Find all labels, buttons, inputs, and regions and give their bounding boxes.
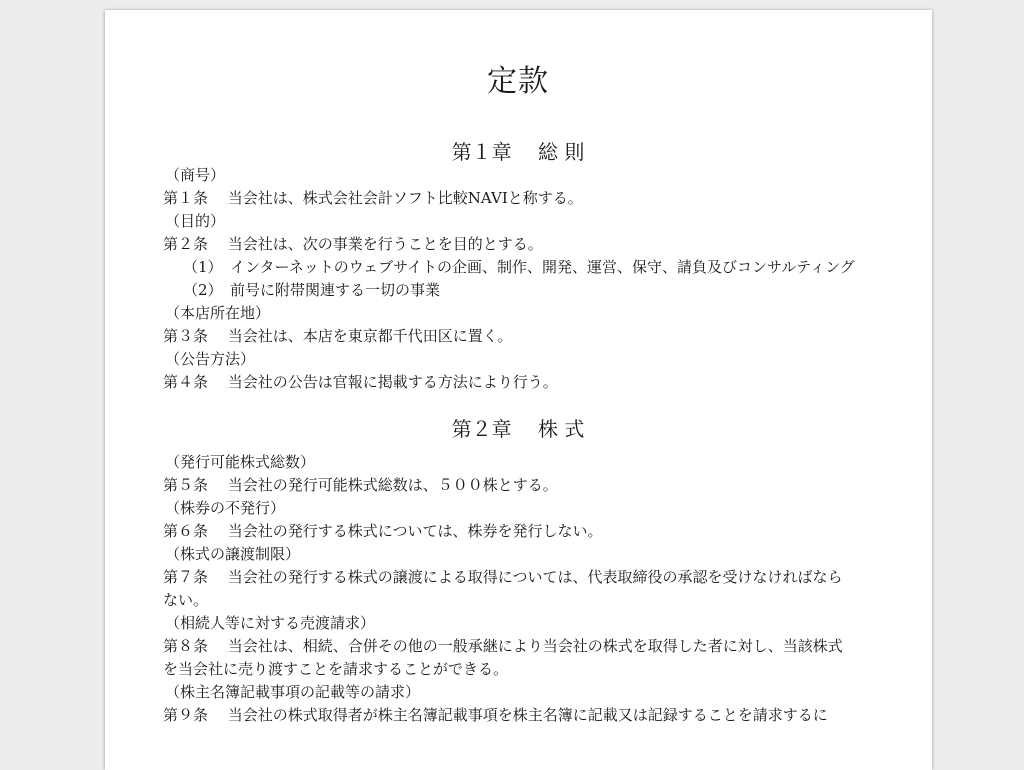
article-6-caption: （株券の不発行） bbox=[165, 499, 286, 517]
article-1-text: 第１条 当会社は、株式会社会計ソフト比較NAVIと称する。 bbox=[163, 189, 583, 207]
article-2-text: 第２条 当会社は、次の事業を行うことを目的とする。 bbox=[163, 235, 543, 253]
document-page bbox=[105, 10, 932, 770]
article-9-caption: （株主名簿記載事項の記載等の請求） bbox=[165, 683, 421, 701]
article-7-caption: （株式の譲渡制限） bbox=[165, 545, 301, 563]
article-8-caption: （相続人等に対する売渡請求） bbox=[165, 614, 376, 632]
article-3-text: 第３条 当会社は、本店を東京都千代田区に置く。 bbox=[163, 327, 513, 345]
article-4-text: 第４条 当会社の公告は官報に掲載する方法により行う。 bbox=[163, 373, 558, 391]
article-7-text-line-1: 第７条 当会社の発行する株式の譲渡による取得については、代表取締役の承認を受けなければなら bbox=[163, 568, 843, 586]
article-2-item-1: （1） インターネットのウェブサイトの企画、制作、開発、運営、保守、請負及びコンサルティング bbox=[183, 258, 855, 276]
article-2-item-2: （2） 前号に附帯関連する一切の事業 bbox=[183, 281, 441, 299]
article-2-caption: （目的） bbox=[165, 212, 226, 230]
article-8-text-line-1: 第８条 当会社は、相続、合併その他の一般承継により当会社の株式を取得した者に対し、当該株式 bbox=[163, 637, 843, 655]
article-5-caption: （発行可能株式総数） bbox=[165, 453, 316, 471]
article-8-text-line-2: を当会社に売り渡すことを請求することができる。 bbox=[163, 660, 509, 678]
article-1-caption: （商号） bbox=[165, 166, 226, 184]
article-7-text-line-2: ない。 bbox=[163, 591, 209, 609]
article-3-caption: （本店所在地） bbox=[165, 304, 271, 322]
article-5-text: 第５条 当会社の発行可能株式総数は、５００株とする。 bbox=[163, 476, 558, 494]
article-6-text: 第６条 当会社の発行する株式については、株券を発行しない。 bbox=[163, 522, 603, 540]
chapter-1-heading: 第１章 総 則 bbox=[451, 140, 585, 164]
document-title: 定款 bbox=[487, 64, 549, 99]
article-9-text-line-1: 第９条 当会社の株式取得者が株主名簿記載事項を株主名簿に記載又は記録することを請求するに bbox=[163, 706, 828, 724]
article-4-caption: （公告方法） bbox=[165, 350, 256, 368]
chapter-2-heading: 第２章 株 式 bbox=[451, 417, 585, 441]
